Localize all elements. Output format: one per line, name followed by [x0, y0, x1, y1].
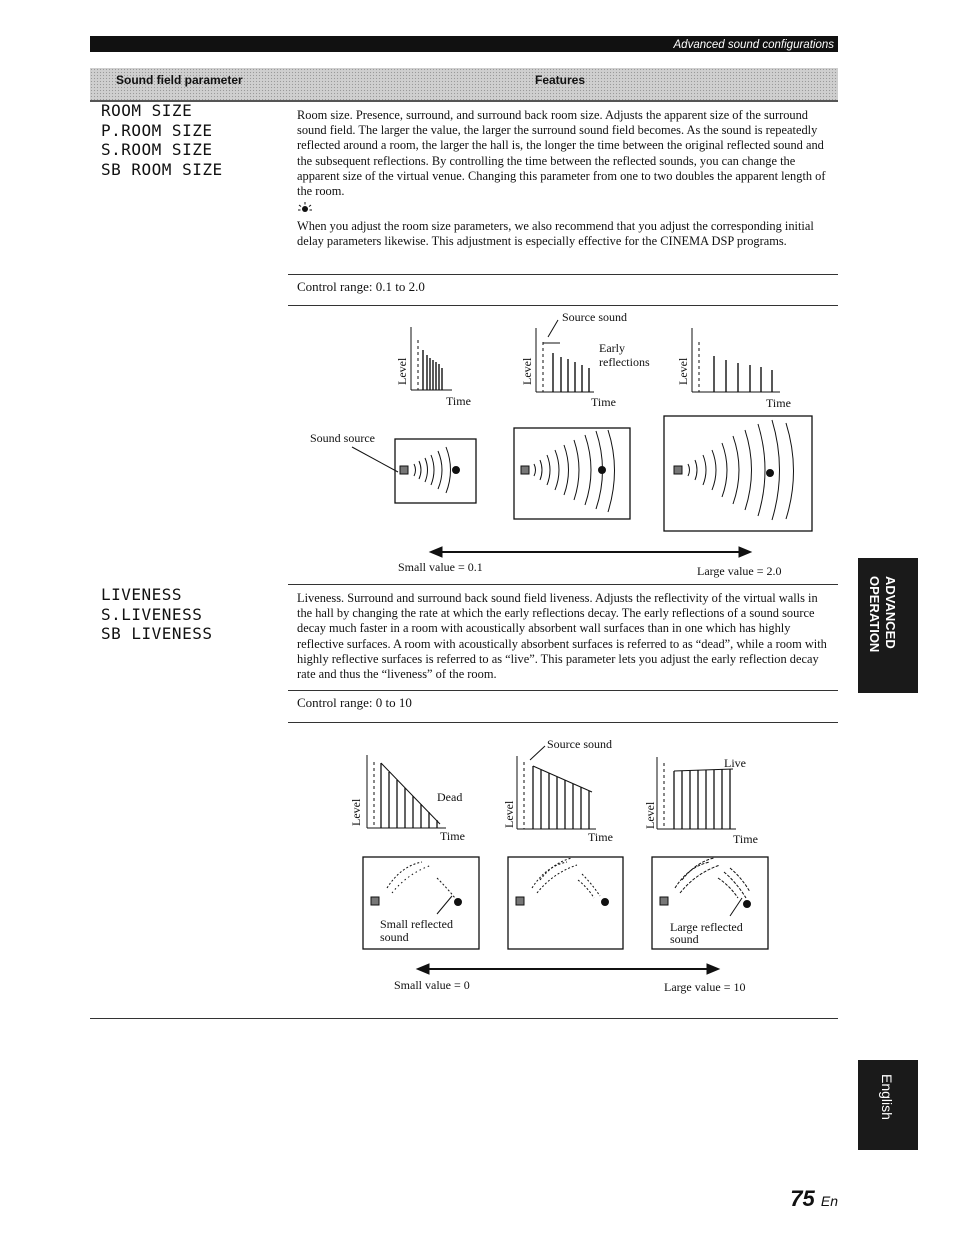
- axis-time: Time: [446, 394, 471, 408]
- axis-time: Time: [588, 830, 613, 844]
- param-name: LIVENESS: [101, 585, 183, 604]
- tab-operation-label: OPERATION: [867, 576, 882, 653]
- liveness-arrow: [417, 964, 719, 974]
- table-bottom-rule: [90, 1018, 838, 1019]
- param-name: SB ROOM SIZE: [101, 159, 223, 179]
- axis-time: Time: [766, 396, 791, 410]
- graph-medium-liveness: [517, 746, 596, 829]
- axis-time: Time: [440, 829, 465, 843]
- label-small-value: Small value = 0.1: [398, 560, 483, 574]
- label-source-sound: Source sound: [562, 310, 627, 324]
- page-language-suffix: En: [820, 1193, 838, 1209]
- column-header-features: Features: [535, 73, 586, 87]
- tab-english[interactable]: [858, 1060, 918, 1150]
- label-large-value: Large value = 2.0: [697, 564, 782, 578]
- label-early: Early: [599, 341, 625, 355]
- param-name: SB LIVENESS: [101, 624, 213, 643]
- axis-level: Level: [643, 801, 657, 829]
- label-source-sound: Source sound: [547, 737, 612, 751]
- room-box-medium-liveness: [508, 857, 623, 949]
- param-name: ROOM SIZE: [101, 101, 193, 120]
- param-name: S.LIVENESS: [101, 604, 203, 624]
- axis-level: Level: [676, 357, 690, 385]
- page-number: [790, 1186, 838, 1212]
- label-live: Live: [724, 756, 746, 770]
- column-header-parameter: Sound field parameter: [116, 73, 243, 87]
- label-large-reflected: Large reflected: [670, 920, 743, 934]
- liveness-control-range: Control range: 0 to 10: [297, 695, 412, 710]
- label-large-value: Large value = 10: [664, 980, 746, 994]
- tab-advanced-operation[interactable]: [858, 558, 918, 693]
- room-size-tip: When you adjust the room size parameters, we also recommend that you adjust the corresponding initial delay parameters likewise. This adjustment is especially effective for the CINEMA DSP programs.: [297, 219, 814, 249]
- section-title: Advanced sound configurations: [673, 39, 834, 51]
- tab-advanced-label: ADVANCED: [883, 576, 898, 649]
- axis-level: Level: [395, 357, 409, 385]
- axis-level: Level: [502, 800, 516, 828]
- room-size-control-range: Control range: 0.1 to 2.0: [297, 279, 425, 294]
- axis-time: Time: [733, 832, 758, 846]
- graph-dead: [367, 755, 446, 828]
- label-reflections: reflections: [599, 355, 650, 369]
- axis-level: Level: [349, 798, 363, 826]
- page-number-value: 75: [790, 1186, 815, 1211]
- param-name: P.ROOM SIZE: [101, 120, 213, 140]
- label-small-reflected: Small reflected: [380, 917, 453, 931]
- label-large-reflected-sound: sound: [670, 932, 699, 946]
- param-name: S.ROOM SIZE: [101, 140, 213, 159]
- label-small-reflected-sound: sound: [380, 930, 409, 944]
- tab-english-label: English: [879, 1074, 895, 1120]
- room-size-description: Room size. Presence, surround, and surround back room size. Adjusts the apparent size of the surround sound field. The larger the value, the larger the surround sound field becomes. As the sound is repeatedly reflected around a room, the larger the hall is, the longer the time between the original reflected sound and the subsequent reflections. By controlling the time between the reflected sounds, you can change the apparent size of the virtual venue. Changing this parameter from one to two doubles the apparent length of the room.: [297, 108, 826, 199]
- label-dead: Dead: [437, 790, 463, 804]
- liveness-description: Liveness. Surround and surround back sound field liveness. Adjusts the reflectivity of the virtual walls in the hall by changing the rate at which the early reflections decay. The early reflections of a sound source decay much faster in a room with acoustically absorbent wall surfaces than in one which has highly reflective surfaces. A room with acoustically absorbent surfaces is referred to as “dead”, while a room with highly reflective surfaces is referred to as “live”. This parameter lets you adjust the early reflection decay rate and thus the “liveness” of the room.: [297, 591, 827, 682]
- label-sound-source: Sound source: [310, 431, 375, 445]
- axis-level: Level: [520, 357, 534, 385]
- label-small-value: Small value = 0: [394, 978, 470, 992]
- axis-time: Time: [591, 395, 616, 409]
